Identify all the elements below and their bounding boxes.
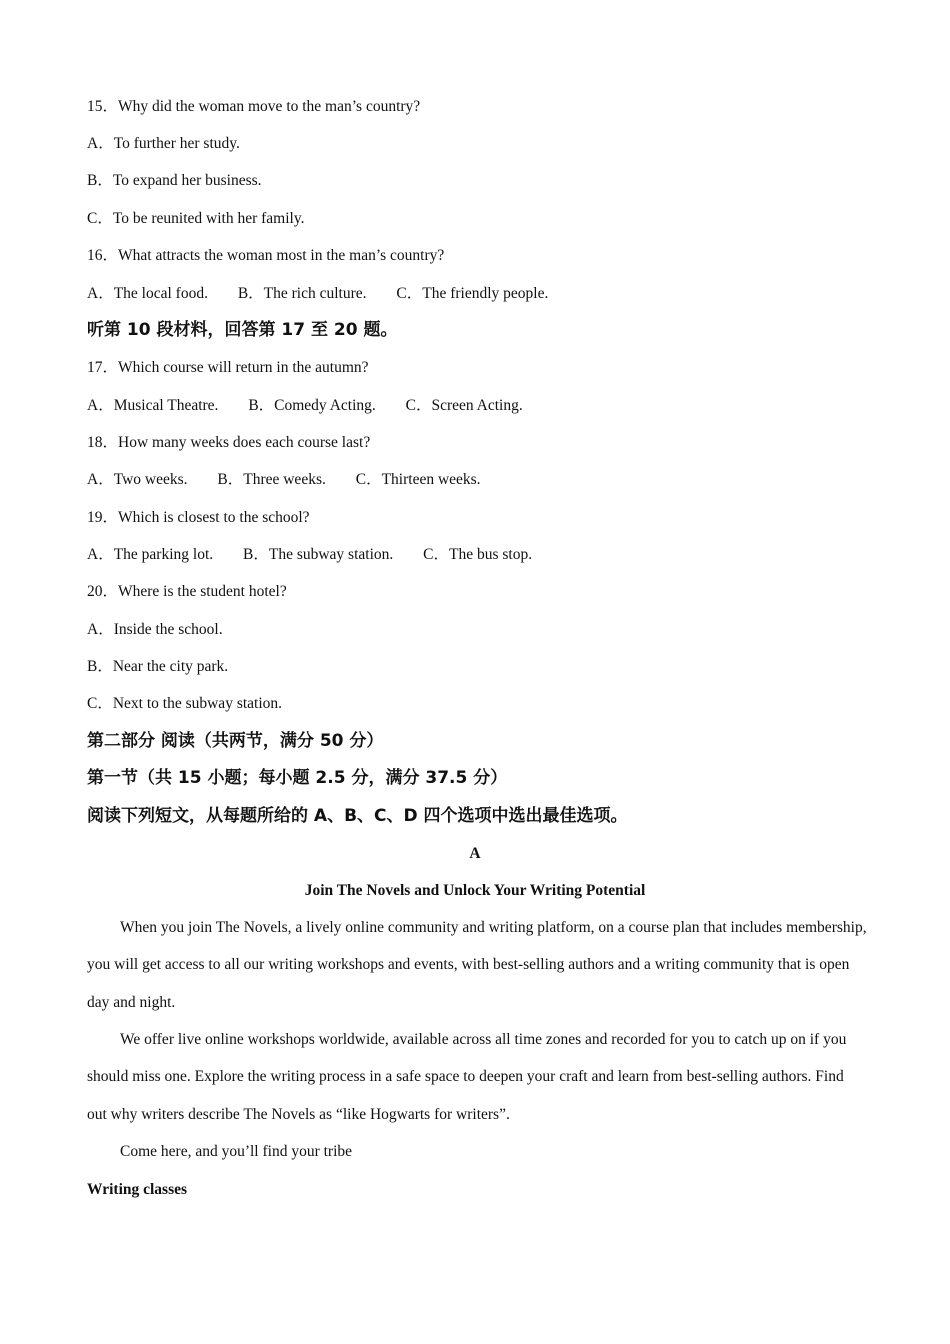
question-20: 20．Where is the student hotel? [87,583,287,600]
passage-paragraph-1: When you join The Novels, a lively online community and writing platform, on a course plan that includes membership, you will get access to all our writing workshops and events, with best-selling authors and a writing community that is open day and night. [87,919,867,1011]
q17-option-c: C．Screen Acting. [405,397,523,414]
q16-option-b: B．The rich culture. [237,285,367,302]
question-16: 16．What attracts the woman most in the man’s country? [87,247,445,264]
q19-options [87,545,532,565]
writing-classes-heading: Writing classes [87,1181,188,1198]
q18-option-c: C．Thirteen weeks. [355,471,481,488]
question-17: 17．Which course will return in the autumn? [87,359,369,376]
q18-option-b: B．Three weeks. [217,471,326,488]
q17-option-b: B．Comedy Acting. [248,397,376,414]
q19-option-b: B．The subway station. [243,546,394,563]
q19-option-c: C．The bus stop. [423,546,533,563]
q15-option-b: B．To expand her business. [87,172,262,189]
q17-options [87,396,523,416]
passage-paragraph-3: Come here, and you’ll find your tribe [120,1143,353,1160]
q18-option-a: A．Two weeks. [87,471,188,488]
section-10-heading: 听第 10 段材料，回答第 17 至 20 题。 [87,320,398,340]
passage-title: Join The Novels and Unlock Your Writing Potential [304,882,646,899]
q19-option-a: A．The parking lot. [87,546,214,563]
q16-option-a: A．The local food. [87,285,208,302]
question-15: 15．Why did the woman move to the man’s country? [87,98,421,115]
reading-instruction: 阅读下列短文，从每题所给的 A、B、C、D 四个选项中选出最佳选项。 [87,806,628,826]
q17-option-a: A．Musical Theatre. [87,397,219,414]
q20-option-b: B．Near the city park. [87,658,229,675]
q20-option-a: A．Inside the school. [87,621,223,638]
question-18: 18．How many weeks does each course last? [87,434,371,451]
passage-paragraph-2: We offer live online workshops worldwide, available across all time zones and recorded for you to catch up on if you should miss one. Explore the writing process in a safe space to deepen your craft and learn from best-selling authors. Find out why writers describe The Novels as “like Hogwarts for writers”. [87,1031,847,1123]
question-19: 19．Which is closest to the school? [87,509,310,526]
q20-option-c: C．Next to the subway station. [87,695,283,712]
q15-option-a: A．To further her study. [87,135,240,152]
section-1-heading: 第一节（共 15 小题；每小题 2.5 分，满分 37.5 分） [87,768,508,788]
passage-letter: A [469,845,481,862]
q15-option-c: C．To be reunited with her family. [87,210,305,227]
q16-option-c: C．The friendly people. [396,285,549,302]
q16-options [87,284,548,304]
q18-options [87,470,481,490]
part-2-heading: 第二部分 阅读（共两节，满分 50 分） [87,731,384,751]
